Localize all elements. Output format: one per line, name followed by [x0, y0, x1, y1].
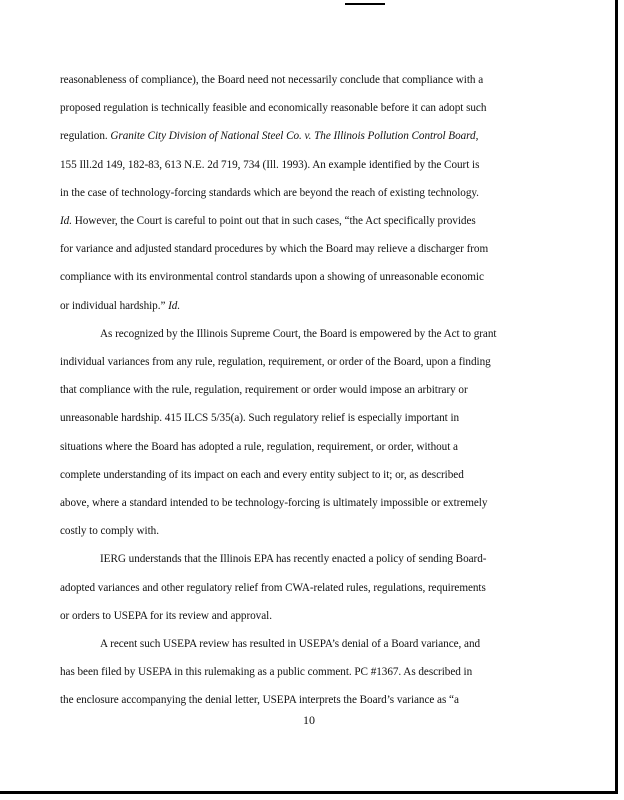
text-segment: that compliance with the rule, regulation, requirement or order would impose an arbitrary or [60, 384, 468, 397]
text-segment: A recent such USEPA review has resulted in USEPA’s denial of a Board variance, and [100, 638, 481, 651]
text-line [60, 207, 538, 235]
text-line [60, 574, 538, 602]
body-text [60, 66, 538, 715]
text-segment: 155 Ill.2d 149, 182-83, 613 N.E. 2d 719, 734 (Ill. 1993). An example identified by the Court is [60, 158, 480, 171]
text-line [60, 151, 538, 179]
text-line [60, 658, 538, 686]
text-segment: compliance with its environmental control standards upon a showing of unreasonable economic [60, 271, 484, 284]
text-segment: However, the Court is careful to point out that in such cases, “the Act specifically provides [71, 215, 476, 228]
text-segment: complete understanding of its impact on each and every entity subject to it; or, as described [60, 468, 464, 481]
text-segment: individual variances from any rule, regulation, requirement, or order of the Board, upon a finding [60, 356, 491, 369]
text-line [60, 545, 538, 573]
text-segment: or orders to USEPA for its review and approval. [60, 609, 272, 622]
text-segment: for variance and adjusted standard procedures by which the Board may relieve a discharger from [60, 243, 489, 256]
text-segment: in the case of technology-forcing standards which are beyond the reach of existing technology. [60, 186, 479, 199]
text-segment: the enclosure accompanying the denial letter, USEPA interprets the Board’s variance as “a [60, 694, 459, 707]
text-line [60, 517, 538, 545]
text-segment: reasonableness of compliance), the Board need not necessarily conclude that compliance with a [60, 74, 484, 86]
text-segment: IERG understands that the Illinois EPA has recently enacted a policy of sending Board- [100, 553, 487, 566]
text-line [60, 686, 538, 714]
page-number: 10 [303, 713, 315, 727]
text-segment: proposed regulation is technically feasible and economically reasonable before it can adopt such [60, 102, 487, 115]
text-line [60, 489, 538, 517]
text-segment: regulation. [60, 130, 111, 143]
citation: Granite City Division of National Steel Co. v. The Illinois Pollution Control Board, [110, 130, 479, 143]
text-segment: above, where a standard intended to be technology-forcing is ultimately impossible or extremely [60, 497, 488, 510]
text-line [60, 461, 538, 489]
text-segment: situations where the Board has adopted a rule, regulation, requirement, or order, without a [60, 440, 458, 453]
text-line [60, 66, 538, 94]
text-line [60, 404, 538, 432]
text-segment: costly to comply with. [60, 525, 159, 538]
text-line [60, 348, 538, 376]
text-line [60, 292, 538, 320]
text-segment: adopted variances and other regulatory relief from CWA-related rules, regulations, requirements [60, 581, 486, 594]
text-line [60, 376, 538, 404]
text-line [60, 235, 538, 263]
text-segment: or individual hardship.” [60, 299, 169, 312]
text-line [60, 433, 538, 461]
text-segment: As recognized by the Illinois Supreme Court, the Board is empowered by the Act to grant [100, 327, 497, 340]
text-line [60, 602, 538, 630]
citation: Id. [60, 215, 72, 228]
text-line [60, 122, 538, 150]
text-segment: has been filed by USEPA in this rulemaking as a public comment. PC #1367. As described in [60, 666, 473, 679]
text-line [60, 263, 538, 291]
citation: Id. [168, 299, 181, 312]
text-line [60, 630, 538, 658]
text-line [60, 320, 538, 348]
text-line [60, 179, 538, 207]
text-segment: unreasonable hardship. 415 ILCS 5/35(a). Such regulatory relief is especially important in [60, 412, 460, 425]
text-line [60, 94, 538, 122]
scan-mark [345, 3, 385, 5]
